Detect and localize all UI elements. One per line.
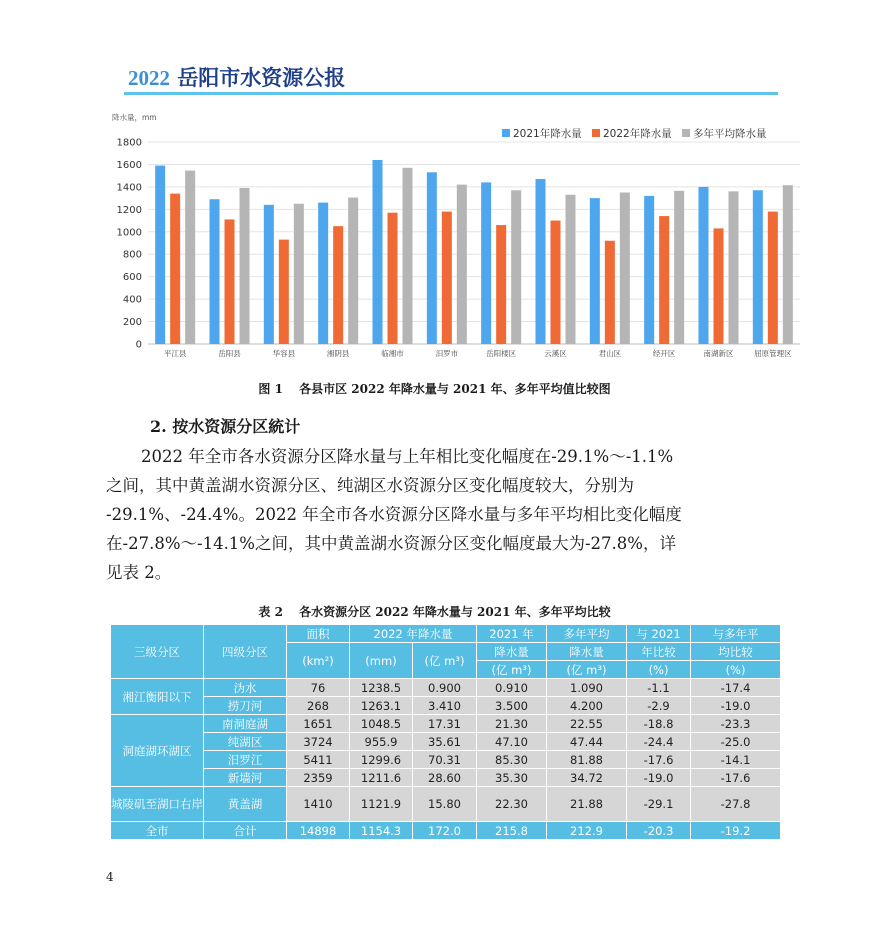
cell-area: 5411 <box>287 751 350 769</box>
bar-1-12 <box>753 190 763 344</box>
cell-p2021: 85.30 <box>477 751 547 769</box>
y-tick-label: 800 <box>122 249 142 261</box>
cell-c2021: -18.8 <box>627 715 691 733</box>
cell-mm: 1299.6 <box>350 751 413 769</box>
legend-label-1: 2021年降水量 <box>513 128 582 140</box>
legend-swatch-2 <box>592 129 600 137</box>
x-tick-label: 汨罗市 <box>435 349 459 358</box>
header-vsavg-unit: (%) <box>691 661 781 679</box>
x-tick-label: 平江县 <box>163 349 187 358</box>
y-tick-label: 1600 <box>116 159 142 171</box>
cell-vol: 70.31 <box>413 751 477 769</box>
table-caption: 表 2 各水资源分区 2022 年降水量与 2021 年、多年平均比较 <box>258 605 611 619</box>
cell-mm: 955.9 <box>350 733 413 751</box>
cell-p2021: 22.30 <box>477 787 547 822</box>
bar-3-11 <box>729 191 739 344</box>
x-tick-label: 经开区 <box>652 349 676 358</box>
header-p2021-1: 2021 年 <box>477 625 547 643</box>
total-mm: 1154.3 <box>350 822 413 840</box>
paragraph-line-2: 之间，其中黄盖湖水资源分区、纯湖区水资源分区变化幅度较大，分别为 <box>106 476 634 495</box>
header-avg-2: 降水量 <box>547 643 627 661</box>
legend-swatch-1 <box>502 129 510 137</box>
y-tick-label: 1200 <box>116 204 142 216</box>
cell-level4: 汨罗江 <box>204 751 287 769</box>
bar-2-6 <box>442 212 452 344</box>
table-row <box>111 751 781 769</box>
page-header <box>128 62 345 92</box>
header-vs2021-2: 年比较 <box>627 643 691 661</box>
paragraph-line-3: -29.1%、-24.4%。2022 年全市各水资源分区降水量与多年平均相比变化幅度 <box>106 505 682 524</box>
y-tick-label: 1400 <box>116 182 142 194</box>
bar-3-1 <box>185 171 195 344</box>
cell-level3: 湘江衡阳以下 <box>111 679 204 715</box>
bar-2-7 <box>496 225 506 344</box>
cell-cavg: -17.4 <box>691 679 781 697</box>
bar-1-6 <box>427 172 437 344</box>
header-vsavg-1: 与多年平 <box>691 625 781 643</box>
cell-p2021: 21.30 <box>477 715 547 733</box>
cell-vol: 0.900 <box>413 679 477 697</box>
y-tick-label: 0 <box>135 339 142 351</box>
header-rule <box>124 92 778 95</box>
legend-label-2: 2022年降水量 <box>603 128 672 140</box>
cell-mm: 1121.9 <box>350 787 413 822</box>
cell-area: 1410 <box>287 787 350 822</box>
bar-3-5 <box>403 168 413 344</box>
cell-c2021: -1.1 <box>627 679 691 697</box>
total-cavg: -19.2 <box>691 822 781 840</box>
cell-avg: 21.88 <box>547 787 627 822</box>
total-sub: 合计 <box>204 822 287 840</box>
cell-area: 3724 <box>287 733 350 751</box>
cell-area: 76 <box>287 679 350 697</box>
x-tick-label: 临湘市 <box>381 349 404 358</box>
bar-3-12 <box>783 185 793 344</box>
paragraph-line-1: 2022 年全市各水资源分区降水量与上年相比变化幅度在-29.1%～-1.1% <box>141 447 674 466</box>
total-avg: 212.9 <box>547 822 627 840</box>
y-tick-label: 200 <box>122 317 142 329</box>
x-tick-label: 岳阳楼区 <box>486 349 517 358</box>
header-level3: 三级分区 <box>111 625 204 679</box>
cell-area: 1651 <box>287 715 350 733</box>
cell-vol: 28.60 <box>413 769 477 787</box>
cell-p2021: 0.910 <box>477 679 547 697</box>
cell-level3: 城陵矶至湖口右岸 <box>111 787 204 822</box>
legend-label-3: 多年平均降水量 <box>693 128 767 140</box>
cell-vol: 3.410 <box>413 697 477 715</box>
header-year: 2022 <box>128 66 170 90</box>
precipitation-bar-chart <box>110 108 810 378</box>
bar-1-11 <box>699 187 709 344</box>
bar-3-6 <box>457 185 467 344</box>
header-p2021-unit: (亿 m³) <box>477 661 547 679</box>
cell-c2021: -29.1 <box>627 787 691 822</box>
bar-2-10 <box>659 216 669 344</box>
header-vsavg-2: 均比较 <box>691 643 781 661</box>
cell-c2021: -19.0 <box>627 769 691 787</box>
header-level4: 四级分区 <box>204 625 287 679</box>
bar-1-4 <box>318 203 328 344</box>
precipitation-table <box>110 624 781 840</box>
cell-p2021: 3.500 <box>477 697 547 715</box>
bar-2-4 <box>333 226 343 344</box>
cell-level4: 新墙河 <box>204 769 287 787</box>
y-tick-label: 1800 <box>116 137 142 149</box>
cell-cavg: -19.0 <box>691 697 781 715</box>
table-total-row <box>111 822 781 840</box>
x-tick-label: 湘阴县 <box>326 349 350 358</box>
header-vs2021-unit: (%) <box>627 661 691 679</box>
table-row <box>111 679 781 697</box>
bar-1-7 <box>481 182 491 344</box>
table-body <box>111 679 781 840</box>
header-p2022-vol: (亿 m³) <box>413 643 477 679</box>
bar-2-5 <box>388 213 398 344</box>
total-name: 全市 <box>111 822 204 840</box>
cell-vol: 15.80 <box>413 787 477 822</box>
x-tick-label: 云溪区 <box>544 349 567 358</box>
bar-3-2 <box>240 188 250 344</box>
total-p2021: 215.8 <box>477 822 547 840</box>
cell-mm: 1238.5 <box>350 679 413 697</box>
x-tick-label: 君山区 <box>598 349 622 358</box>
bar-1-9 <box>590 198 600 344</box>
cell-cavg: -25.0 <box>691 733 781 751</box>
header-avg-1: 多年平均 <box>547 625 627 643</box>
page-number: 4 <box>106 870 114 884</box>
bar-3-8 <box>566 195 576 344</box>
paragraph-line-5: 见表 2。 <box>106 563 172 582</box>
cell-level4: 捞刀河 <box>204 697 287 715</box>
table-row <box>111 787 781 822</box>
cell-mm: 1263.1 <box>350 697 413 715</box>
cell-p2021: 35.30 <box>477 769 547 787</box>
header-vs2021-1: 与 2021 <box>627 625 691 643</box>
cell-c2021: -2.9 <box>627 697 691 715</box>
x-tick-label: 华容县 <box>272 349 296 358</box>
cell-cavg: -17.6 <box>691 769 781 787</box>
cell-cavg: -23.3 <box>691 715 781 733</box>
bar-3-9 <box>620 193 630 345</box>
bar-3-4 <box>348 198 358 344</box>
cell-avg: 4.200 <box>547 697 627 715</box>
figure-caption: 图 1 各县市区 2022 年降水量与 2021 年、多年平均值比较图 <box>258 382 611 396</box>
cell-vol: 35.61 <box>413 733 477 751</box>
total-area: 14898 <box>287 822 350 840</box>
y-tick-label: 600 <box>122 272 142 284</box>
cell-area: 268 <box>287 697 350 715</box>
y-tick-label: 400 <box>122 294 142 306</box>
header-p2022-mm: (mm) <box>350 643 413 679</box>
x-tick-label: 屈原管理区 <box>754 349 792 358</box>
bar-2-3 <box>279 240 289 344</box>
y-tick-label: 1000 <box>116 227 142 239</box>
cell-level4: 纯湖区 <box>204 733 287 751</box>
cell-avg: 81.88 <box>547 751 627 769</box>
total-c2021: -20.3 <box>627 822 691 840</box>
cell-mm: 1048.5 <box>350 715 413 733</box>
header-p2022: 2022 年降水量 <box>350 625 477 643</box>
header-area-unit: (km²) <box>287 643 350 679</box>
table-row <box>111 733 781 751</box>
header-p2021-2: 降水量 <box>477 643 547 661</box>
cell-cavg: -14.1 <box>691 751 781 769</box>
bar-1-3 <box>264 205 274 344</box>
header-avg-unit: (亿 m³) <box>547 661 627 679</box>
cell-level4: 南洞庭湖 <box>204 715 287 733</box>
cell-avg: 1.090 <box>547 679 627 697</box>
bar-3-10 <box>674 191 684 344</box>
cell-p2021: 47.10 <box>477 733 547 751</box>
cell-avg: 22.55 <box>547 715 627 733</box>
header-title: 岳阳市水资源公报 <box>177 65 346 90</box>
bar-2-9 <box>605 241 615 344</box>
x-tick-label: 南湖新区 <box>703 349 734 358</box>
bar-2-8 <box>551 221 561 344</box>
table-row <box>111 769 781 787</box>
cell-cavg: -27.8 <box>691 787 781 822</box>
table-row <box>111 697 781 715</box>
cell-level4: 黄盖湖 <box>204 787 287 822</box>
x-tick-label: 岳阳县 <box>218 349 241 358</box>
cell-c2021: -17.6 <box>627 751 691 769</box>
y-axis-label: 降水量，mm <box>112 113 157 122</box>
cell-mm: 1211.6 <box>350 769 413 787</box>
header-area: 面积 <box>287 625 350 643</box>
section-title: 2. 按水资源分区統计 <box>150 417 301 436</box>
cell-avg: 34.72 <box>547 769 627 787</box>
body-paragraph <box>106 442 778 587</box>
bar-2-2 <box>225 219 235 344</box>
cell-c2021: -24.4 <box>627 733 691 751</box>
table-row <box>111 715 781 733</box>
bar-2-11 <box>714 228 724 344</box>
bar-1-8 <box>536 179 546 344</box>
legend-swatch-3 <box>682 129 690 137</box>
cell-avg: 47.44 <box>547 733 627 751</box>
bar-2-12 <box>768 212 778 344</box>
cell-level3: 洞庭湖环湖区 <box>111 715 204 787</box>
bar-1-2 <box>210 199 220 344</box>
paragraph-line-4: 在-27.8%～-14.1%之间，其中黄盖湖水资源分区变化幅度最大为-27.8%，详 <box>106 534 676 553</box>
cell-level4: 沩水 <box>204 679 287 697</box>
bar-1-1 <box>155 166 165 344</box>
bar-3-3 <box>294 204 304 344</box>
bar-1-5 <box>373 160 383 344</box>
cell-area: 2359 <box>287 769 350 787</box>
bar-1-10 <box>644 196 654 344</box>
total-vol: 172.0 <box>413 822 477 840</box>
bar-3-7 <box>511 190 521 344</box>
cell-vol: 17.31 <box>413 715 477 733</box>
bar-2-1 <box>170 194 180 344</box>
